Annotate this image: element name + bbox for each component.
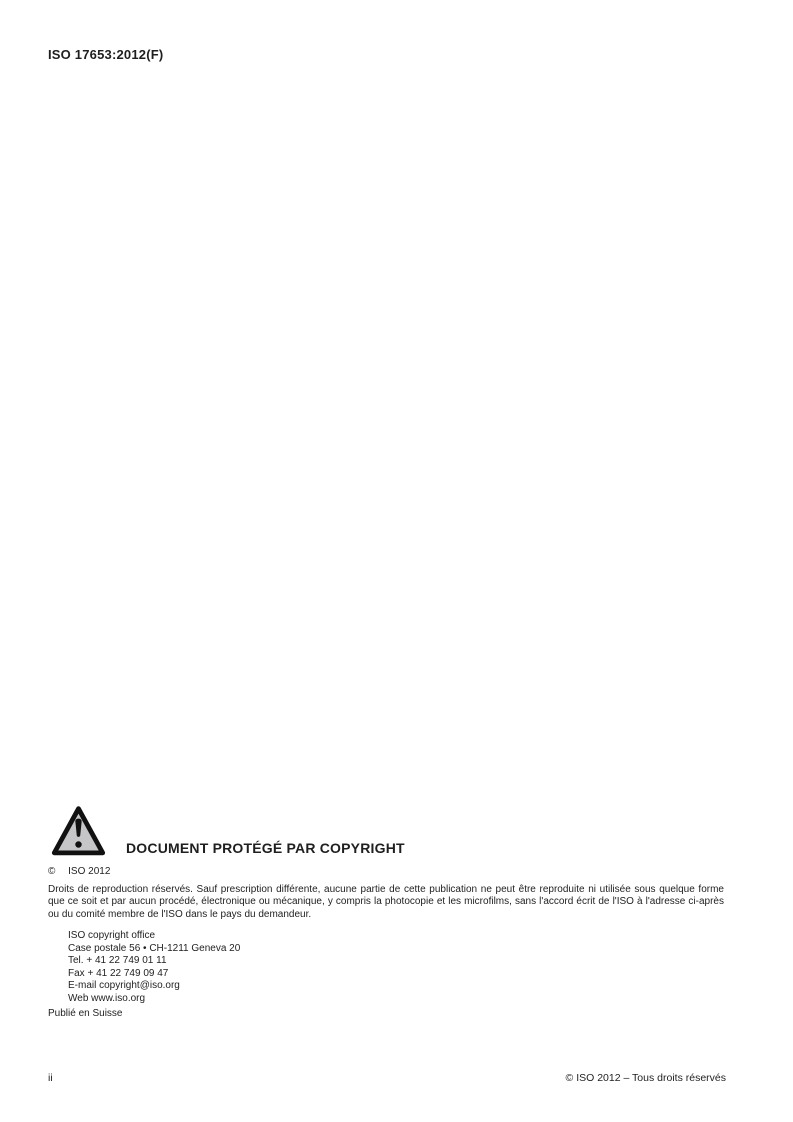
address-line-email: E-mail copyright@iso.org — [68, 980, 180, 991]
copyright-year-line — [48, 866, 110, 877]
copyright-year: ISO 2012 — [68, 866, 111, 877]
reproduction-notice: Droits de reproduction réservés. Sauf prescription différente, aucune partie de cette publication ne peut être reproduite ni utilisée sous quelque forme que ce soit et par aucun procédé, électronique ou mécanique, y compris la photocopie et les microfilms, sans l'accord écrit de l'ISO à l'adresse ci-après ou du comité membre de l'ISO dans le pays du demandeur. — [48, 884, 724, 920]
copyright-symbol: © — [48, 866, 56, 877]
warning-triangle-icon — [50, 804, 107, 858]
footer-copyright: © ISO 2012 – Tous droits réservés — [565, 1072, 726, 1084]
address-line-fax: Fax + 41 22 749 09 47 — [68, 967, 169, 979]
address-line-tel: Tel. + 41 22 749 01 11 — [68, 955, 167, 966]
footer-page-number: ii — [48, 1072, 53, 1084]
copyright-heading: DOCUMENT PROTÉGÉ PAR COPYRIGHT — [126, 840, 405, 856]
document-reference: ISO 17653:2012(F) — [48, 47, 164, 62]
iso-address-block — [68, 930, 240, 1005]
published-note: Publié en Suisse — [48, 1008, 123, 1019]
address-line-office: ISO copyright office — [68, 930, 156, 941]
address-line-postal: Case postale 56 • CH-1211 Geneva 20 — [68, 942, 241, 954]
copyright-banner — [50, 804, 405, 858]
address-line-web: Web www.iso.org — [68, 992, 146, 1004]
